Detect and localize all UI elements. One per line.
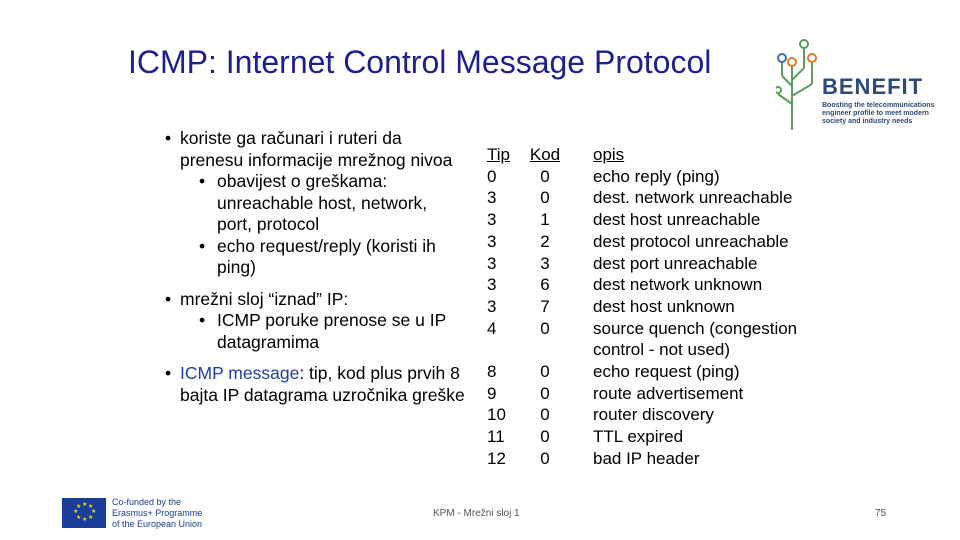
table-column-opis: opis echo reply (ping) dest. network unreachable dest host unreachable dest protocol unreachable dest port unreachable dest network unknown dest host unknown source quench (congestion control - not used) echo request (ping) route advertisement router discovery TTL expired bad IP header [593,145,798,468]
bullet-item: • koriste ga računari i ruteri da prenesu informacije mrežnog nivoa [165,128,465,171]
svg-text:★: ★ [73,508,79,515]
bullet-item: • ICMP message: tip, kod plus prvih 8 bajta IP datagrama uzročnika greške [165,363,465,406]
eu-flag-icon [62,498,106,528]
page-number: 75 [875,508,887,519]
sub-bullet-item: • ICMP poruke prenose se u IP datagramima [199,310,446,352]
svg-text:★: ★ [76,503,82,510]
logo-tagline: Boosting the telecommunications engineer profile to meet modern society and industry needs [822,102,935,125]
bullet-item: • mrežni sloj “iznad” IP: [165,289,465,311]
svg-text:★: ★ [91,508,97,515]
bullet-list [165,128,465,406]
erasmus-logo [62,496,234,530]
footer-text: KPM - Mrežni sloj 1 [433,508,520,519]
svg-text:★: ★ [82,501,88,508]
column-header-tip: Tip [487,145,510,164]
eu-funding-text: Co-funded by the Erasmus+ Programme of the European Union [112,497,203,529]
logo-wordmark: BENEFIT [822,74,924,99]
column-header-opis: opis [593,145,625,164]
svg-text:★: ★ [88,503,94,510]
svg-text:★: ★ [82,516,88,523]
svg-text:★: ★ [76,514,82,521]
slide-title: ICMP: Internet Control Message Protocol [128,44,712,80]
sub-bullet-item: • echo request/reply (koristi ih ping) [199,235,436,277]
table-column-kod: Kod 0 0 1 2 3 6 7 0 0 0 0 0 0 [529,145,561,468]
column-header-kod: Kod [529,145,561,164]
icmp-message-highlight: ICMP message [180,363,300,383]
table-column-tip: Tip 0 3 3 3 3 3 3 4 8 9 10 11 12 [487,145,510,468]
sub-bullet-item: • obavijest o greškama: unreachable host, network, port, protocol [199,171,428,234]
svg-text:★: ★ [88,514,94,521]
benefit-logo [776,26,946,132]
